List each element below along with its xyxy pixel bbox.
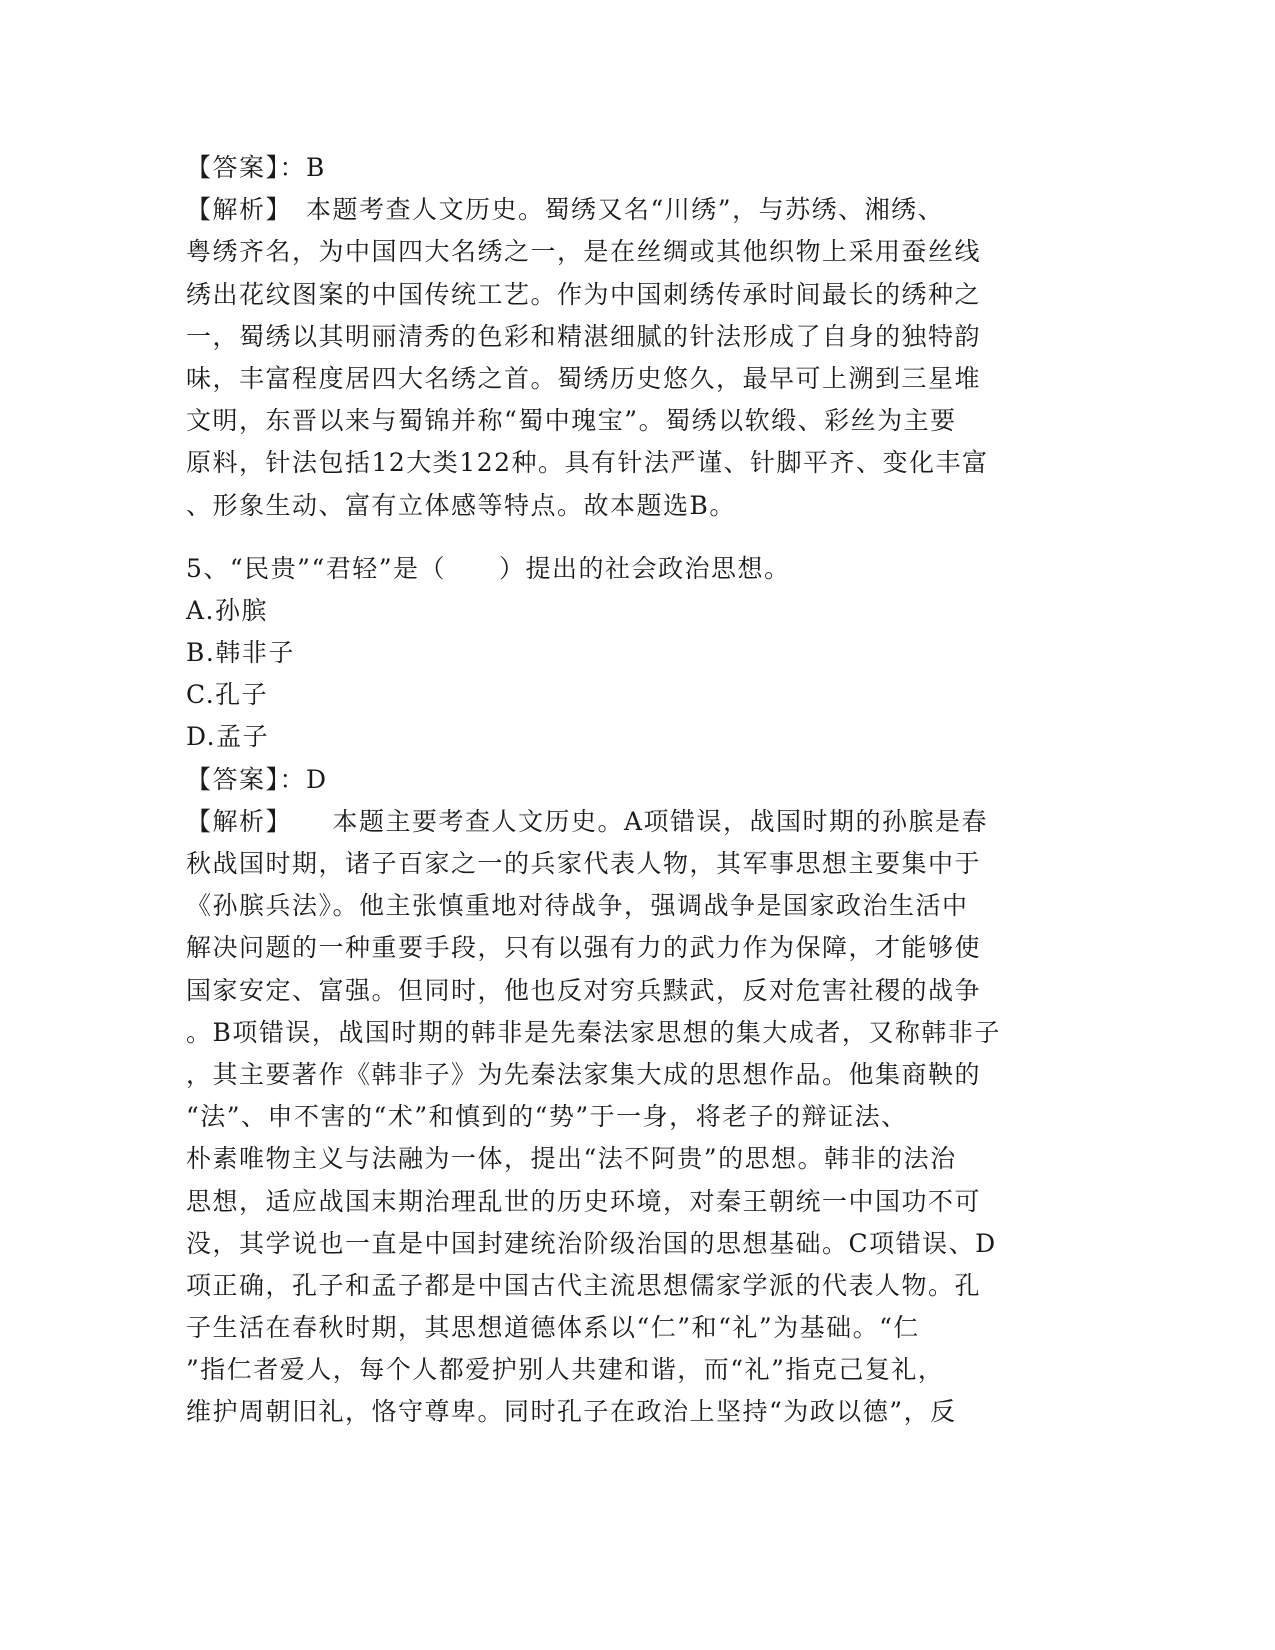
option-list xyxy=(186,590,1076,759)
option-d: D.孟子 xyxy=(186,722,270,752)
analysis-line: 文明，东晋以来与蜀锦并称“蜀中瑰宝”。蜀绣以软缎、彩丝为主要 xyxy=(186,406,957,436)
analysis-line: 子生活在春秋时期，其思想道德体系以“仁”和“礼”为基础。“仁 xyxy=(186,1313,920,1343)
analysis-paragraph xyxy=(186,189,1076,527)
analysis-line: 没，其学说也一直是中国封建统治阶级治国的思想基础。C项错误、D xyxy=(186,1228,997,1258)
analysis-line: 味，丰富程度居四大名绣之首。蜀绣历史悠久，最早可上溯到三星堆 xyxy=(186,363,982,393)
analysis-paragraph xyxy=(186,801,1076,1434)
analysis-line: 绣出花纹图案的中国传统工艺。作为中国刺绣传承时间最长的绣种之 xyxy=(186,279,982,309)
question-stem: 5、“民贵”“君轻”是（ ）提出的社会政治思想。 xyxy=(186,553,791,583)
option-b: B.韩非子 xyxy=(186,638,295,668)
analysis-line: 【解析】 本题主要考查人文历史。A项错误，战国时期的孙膑是春 xyxy=(186,806,989,836)
analysis-line: 秋战国时期，诸子百家之一的兵家代表人物，其军事思想主要集中于 xyxy=(186,849,982,878)
analysis-line: 《孙膑兵法》。他主张慎重地对待战争，强调战争是国家政治生活中 xyxy=(186,891,969,921)
analysis-line: 国家安定、富强。但同时，他也反对穷兵黩武，反对危害社稷的战争 xyxy=(186,975,982,1005)
option-a: A.孙膑 xyxy=(186,595,269,625)
option-c: C.孔子 xyxy=(186,680,269,710)
analysis-line: 解决问题的一种重要手段，只有以强有力的武力作为保障，才能够使 xyxy=(186,933,982,963)
analysis-line: 一，蜀绣以其明丽清秀的色彩和精湛细腻的针法形成了自身的独特韵 xyxy=(186,321,982,351)
document-body xyxy=(186,147,1076,1434)
analysis-line: 思想，适应战国末期治理乱世的历史环境，对秦王朝统一中国功不可 xyxy=(186,1186,982,1216)
analysis-line: 原料，针法包括12大类122种。具有针法严谨、针脚平齐、变化丰富 xyxy=(186,448,989,478)
analysis-line: 【解析】 本题考查人文历史。蜀绣又名“川绣”，与苏绣、湘绣、 xyxy=(186,195,945,225)
answer-line: 【答案】：B xyxy=(186,153,326,182)
analysis-line: 粤绣齐名，为中国四大名绣之一，是在丝绸或其他织物上采用蚕丝线 xyxy=(186,237,982,267)
analysis-line: 。B项错误，战国时期的韩非是先秦法家思想的集大成者，又称韩非子 xyxy=(186,1017,1001,1047)
analysis-line: 维护周朝旧礼，恪守尊卑。同时孔子在政治上坚持“为政以德”，反 xyxy=(186,1397,957,1427)
paragraph-gap xyxy=(186,527,1076,548)
analysis-line: 朴素唯物主义与法融为一体，提出“法不阿贵”的思想。韩非的法治 xyxy=(186,1144,957,1174)
analysis-line: 项正确，孔子和孟子都是中国古代主流思想儒家学派的代表人物。孔 xyxy=(186,1270,982,1300)
analysis-line: ，其主要著作《韩非子》为先秦法家集大成的思想作品。他集商鞅的 xyxy=(186,1059,982,1089)
answer-line: 【答案】：D xyxy=(186,764,328,794)
analysis-line: “法”、申不害的“术”和慎到的“势”于一身，将老子的辩证法、 xyxy=(186,1102,908,1132)
analysis-line: ”指仁者爱人，每个人都爱护别人共建和谐，而“礼”指克己复礼， xyxy=(186,1355,945,1385)
analysis-line: 、形象生动、富有立体感等特点。故本题选B。 xyxy=(186,490,736,520)
